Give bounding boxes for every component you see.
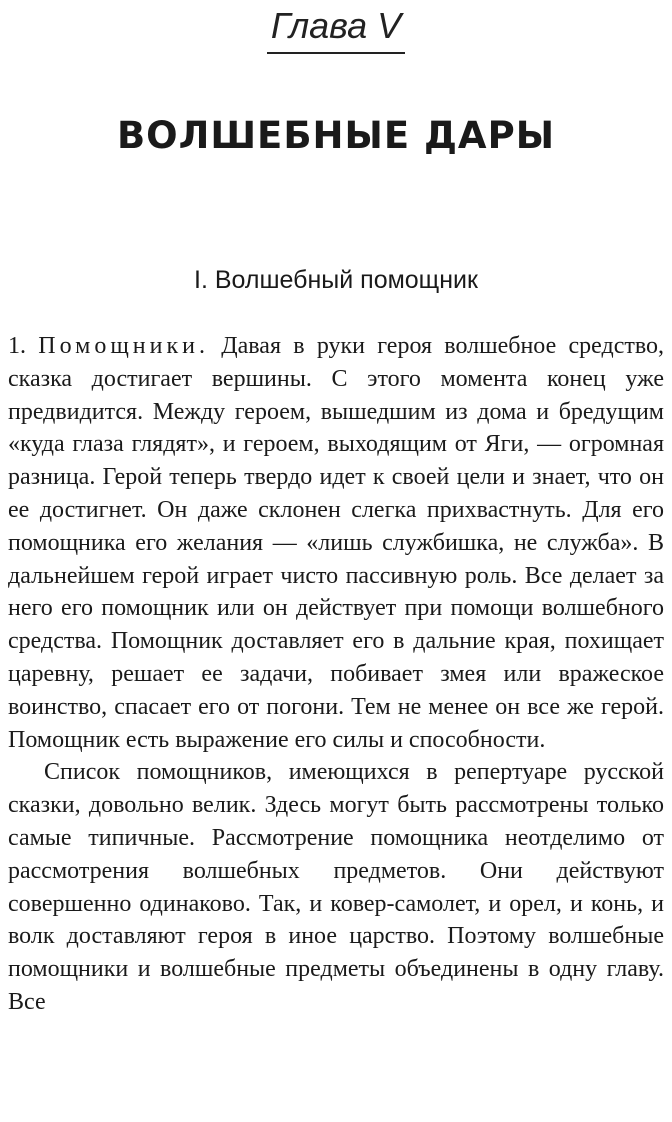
- chapter-label: [0, 4, 672, 54]
- paragraph-lead-term: Помощники.: [38, 333, 209, 359]
- chapter-label-text: Глава V: [267, 4, 405, 54]
- paragraph-number: 1.: [8, 333, 26, 359]
- paragraph-2: Список помощников, имеющихся в репертуаре русской сказки, довольно велик. Здесь могут быть рассмотрены только самые типичные. Рассмотрение помощника неотделимо от рассмотрения волшебных предметов. Они действуют совершенно одинаково. Так, и ковер-самолет, и орел, и конь, и волк доставляют героя в иное царство. Поэтому волшебные помощники и волшебные предметы объединены в одну главу. Все: [8, 759, 664, 1015]
- paragraph-1: [8, 330, 664, 756]
- paragraph-1-text: Давая в руки героя волшебное средство, сказка достигает вершины. С этого момента конец уже предвидится. Между героем, вышедшим из дома и бредущим «куда глаза глядят», и героем, выходящим от Яги, — огромная разница. Герой теперь твердо идет к своей цели и знает, что он ее достигнет. Он даже склонен слегка прихвастнуть. Для его помощника его желания — «лишь службишка, не служба». В дальнейшем герой играет чисто пассивную роль. Все делает за него его помощник или он действует при помощи волшебного средства. Помощник доставляет его в дальние края, похищает царевну, решает ее задачи, побивает змея или вражеское воинство, спасает его от погони. Тем не менее он все же герой. Помощник есть выражение его силы и способности.: [8, 333, 665, 753]
- chapter-title: ВОЛШЕБНЫЕ ДАРЫ: [116, 114, 556, 157]
- body-text: [8, 330, 664, 1019]
- section-title: I. Волшебный помощник: [194, 266, 478, 294]
